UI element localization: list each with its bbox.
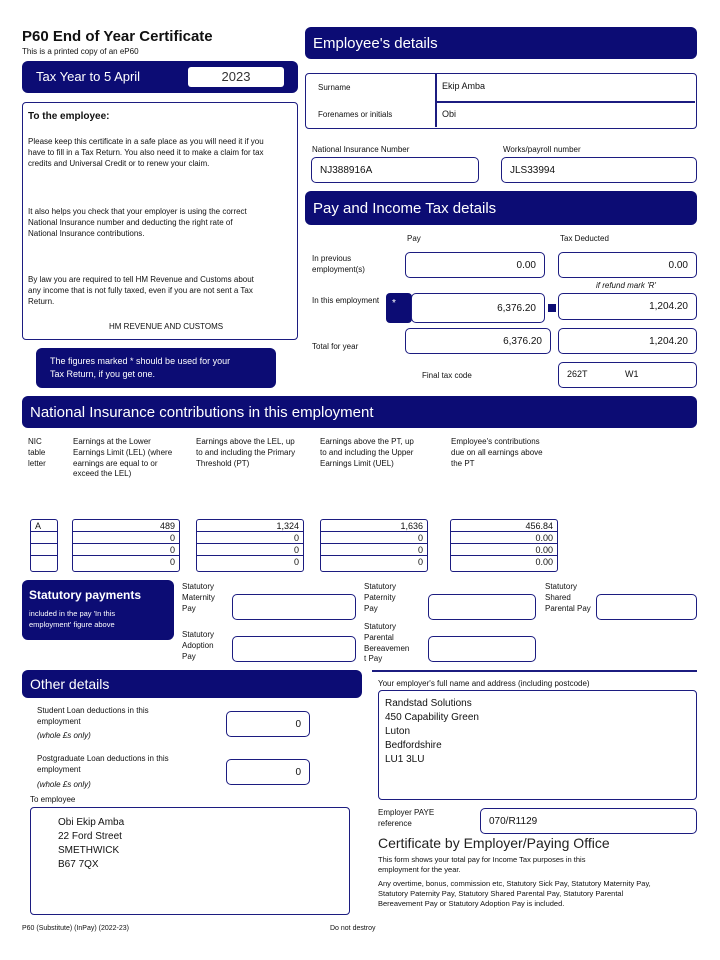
works-label: Works/payroll number xyxy=(503,145,581,154)
to-employee-label: To employee xyxy=(30,795,76,804)
total-year-label: Total for year xyxy=(312,342,359,351)
ni-col-lel: Earnings at the Lower Earnings Limit (LEL) (where earnings are equal to or exceed the LEL) xyxy=(73,437,173,479)
employer-address-line: LU1 3LU xyxy=(385,754,425,765)
certificate-text-1: This form shows your total pay for Income Tax purposes in this employment for the year. xyxy=(378,855,586,875)
statutory-note: included in the pay 'In this employment' figure above xyxy=(29,609,116,629)
student-loan-label: Student Loan deductions in this employment xyxy=(37,706,149,726)
ni-pt-column xyxy=(196,519,304,572)
star-marker: * xyxy=(392,298,396,309)
ni-contrib-cell: 0.00 xyxy=(451,532,557,544)
ni-uel-cell: 1,636 xyxy=(321,520,427,532)
ni-letter-cell xyxy=(31,532,57,544)
ni-pt-cell: 1,324 xyxy=(197,520,303,532)
prev-employment-label: In previous employment(s) xyxy=(312,254,365,274)
notice-signoff: HM REVENUE AND CUSTOMS xyxy=(109,322,224,331)
surname-label: Surname xyxy=(318,83,351,92)
ni-col-letter: NIC table letter xyxy=(28,437,46,468)
ni-pt-cell: 0 xyxy=(197,532,303,544)
this-pay-marker xyxy=(386,293,412,323)
ni-col-contrib: Employee's contributions due on all earnings above the PT xyxy=(451,437,543,468)
ni-letter-column xyxy=(30,519,58,572)
tax-code-box xyxy=(558,362,697,388)
employer-address-box xyxy=(378,690,697,800)
ni-col-uel: Earnings above the PT, up to and including the Upper Earnings Limit (UEL) xyxy=(320,437,414,468)
this-tax-value: 1,204.20 xyxy=(558,293,697,320)
ni-contrib-column xyxy=(450,519,558,572)
prev-tax-value: 0.00 xyxy=(558,252,697,278)
ni-uel-cell: 0 xyxy=(417,557,423,567)
this-employment-label: In this employment xyxy=(312,296,380,305)
works-value: JLS33994 xyxy=(501,157,697,183)
ni-contrib-cell: 0.00 xyxy=(535,557,553,567)
certificate-title: Certificate by Employer/Paying Office xyxy=(378,835,610,851)
maternity-label: Statutory Maternity Pay xyxy=(182,582,215,613)
ni-header: National Insurance contributions in this employment xyxy=(22,396,697,428)
bereavement-label: Statutory Parental Bereavemen t Pay xyxy=(364,622,410,664)
figures-note-box xyxy=(36,348,276,388)
paye-ref-value: 070/R1129 xyxy=(480,808,697,834)
employer-address-label: Your employer's full name and address (including postcode) xyxy=(378,679,590,688)
total-tax-value: 1,204.20 xyxy=(558,328,697,354)
bereavement-value xyxy=(428,636,536,662)
notice-para-1: Please keep this certificate in a safe place as you will need it if you have to fill in a Tax Return. You also need it to make a claim for tax credits and Universal Credit or to renew your claim. xyxy=(28,137,264,168)
employer-address-line: 450 Capability Green xyxy=(385,712,479,723)
notice-para-3: By law you are required to tell HM Revenue and Customs about any income that is not fully taxed, even if you are not sent a Tax Return. xyxy=(28,275,254,306)
prev-pay-value: 0.00 xyxy=(405,252,545,278)
page-title: P60 End of Year Certificate xyxy=(22,28,213,45)
ni-letter-cell: A xyxy=(31,520,57,532)
do-not-destroy: Do not destroy xyxy=(330,925,376,932)
maternity-value xyxy=(232,594,356,620)
student-loan-note: (whole £s only) xyxy=(37,731,91,740)
pay-tax-header: Pay and Income Tax details xyxy=(305,191,697,225)
employee-address-line: Obi Ekip Amba xyxy=(58,817,125,828)
statutory-box xyxy=(22,580,174,640)
ni-col-pt: Earnings above the LEL, up to and including the Primary Threshold (PT) xyxy=(196,437,296,468)
employer-address-line: Luton xyxy=(385,726,411,737)
pg-loan-value: 0 xyxy=(226,759,310,785)
notice-heading: To the employee: xyxy=(28,111,110,122)
ni-uel-column xyxy=(320,519,428,572)
ni-uel-cell: 0 xyxy=(321,532,427,544)
ni-lel-cell: 489 xyxy=(73,520,179,532)
ni-pt-cell: 0 xyxy=(293,557,299,567)
other-details-header: Other details xyxy=(22,670,362,698)
employee-names-box xyxy=(305,73,697,129)
ni-pt-cell: 0 xyxy=(197,544,303,556)
tax-code-basis: W1 xyxy=(625,369,639,379)
employee-notice-box xyxy=(22,102,298,340)
paternity-value xyxy=(428,594,536,620)
notice-para-2: It also helps you check that your employer is using the correct National Insurance number and deducting the right rate of National Insurance contributions. xyxy=(28,207,247,238)
nin-value: NJ388916A xyxy=(311,157,479,183)
paye-ref-label: Employer PAYE reference xyxy=(378,808,435,828)
employee-address-line: SMETHWICK xyxy=(58,845,120,856)
adoption-label: Statutory Adoption Pay xyxy=(182,630,215,661)
employer-address-line: Bedfordshire xyxy=(385,740,442,751)
ni-contrib-cell: 0.00 xyxy=(451,544,557,556)
ni-lel-cell: 0 xyxy=(169,557,175,567)
form-reference: P60 (Substitute) (InPay) (2022-23) xyxy=(22,925,129,932)
employee-address-line: B67 7QX xyxy=(58,859,99,870)
employee-address-line: 22 Ford Street xyxy=(58,831,122,842)
pg-loan-label: Postgraduate Loan deductions in this employment xyxy=(37,754,169,774)
ni-lel-cell: 0 xyxy=(73,544,179,556)
certificate-text-2: Any overtime, bonus, commission etc, Statutory Sick Pay, Statutory Maternity Pay, Statutory Paternity Pay, Statutory Shared Parental Pay, Statutory Parental Bereavement Pay or Statutory Adoption Pay is included. xyxy=(378,879,651,909)
tax-code-value: 262T xyxy=(567,369,588,379)
section-rule xyxy=(372,670,697,672)
ni-contrib-cell: 456.84 xyxy=(451,520,557,532)
this-pay-value: 6,376.20 xyxy=(411,293,545,323)
employee-address-box xyxy=(30,807,350,915)
tax-col-label: Tax Deducted xyxy=(560,234,609,243)
employer-address-line: Randstad Solutions xyxy=(385,698,472,709)
names-divider-h xyxy=(435,101,695,103)
adoption-value xyxy=(232,636,356,662)
shared-value xyxy=(596,594,697,620)
ni-lel-column xyxy=(72,519,180,572)
figures-note: The figures marked * should be used for your Tax Return, if you get one. xyxy=(50,356,231,380)
tax-code-label: Final tax code xyxy=(422,371,472,380)
paternity-label: Statutory Paternity Pay xyxy=(364,582,397,613)
ni-letter-cell xyxy=(31,544,57,556)
refund-note: if refund mark 'R' xyxy=(596,281,656,290)
statutory-heading: Statutory payments xyxy=(29,588,142,602)
surname-value: Ekip Amba xyxy=(442,81,486,91)
total-pay-value: 6,376.20 xyxy=(405,328,551,354)
page-subtitle: This is a printed copy of an eP60 xyxy=(22,47,139,56)
employee-details-header: Employee's details xyxy=(305,27,697,59)
pg-loan-note: (whole £s only) xyxy=(37,780,91,789)
shared-label: Statutory Shared Parental Pay xyxy=(545,582,591,613)
ni-lel-cell: 0 xyxy=(73,532,179,544)
pay-col-label: Pay xyxy=(407,234,421,243)
ni-letter-cell xyxy=(31,556,57,568)
student-loan-value: 0 xyxy=(226,711,310,737)
nin-label: National Insurance Number xyxy=(312,145,410,154)
forenames-label: Forenames or initials xyxy=(318,110,393,119)
tax-marker-square xyxy=(548,304,556,312)
tax-year-label: Tax Year to 5 April xyxy=(36,69,141,84)
ni-uel-cell: 0 xyxy=(321,544,427,556)
forenames-value: Obi xyxy=(442,109,457,119)
tax-year-bar xyxy=(22,61,298,93)
tax-year-value: 2023 xyxy=(188,67,284,87)
